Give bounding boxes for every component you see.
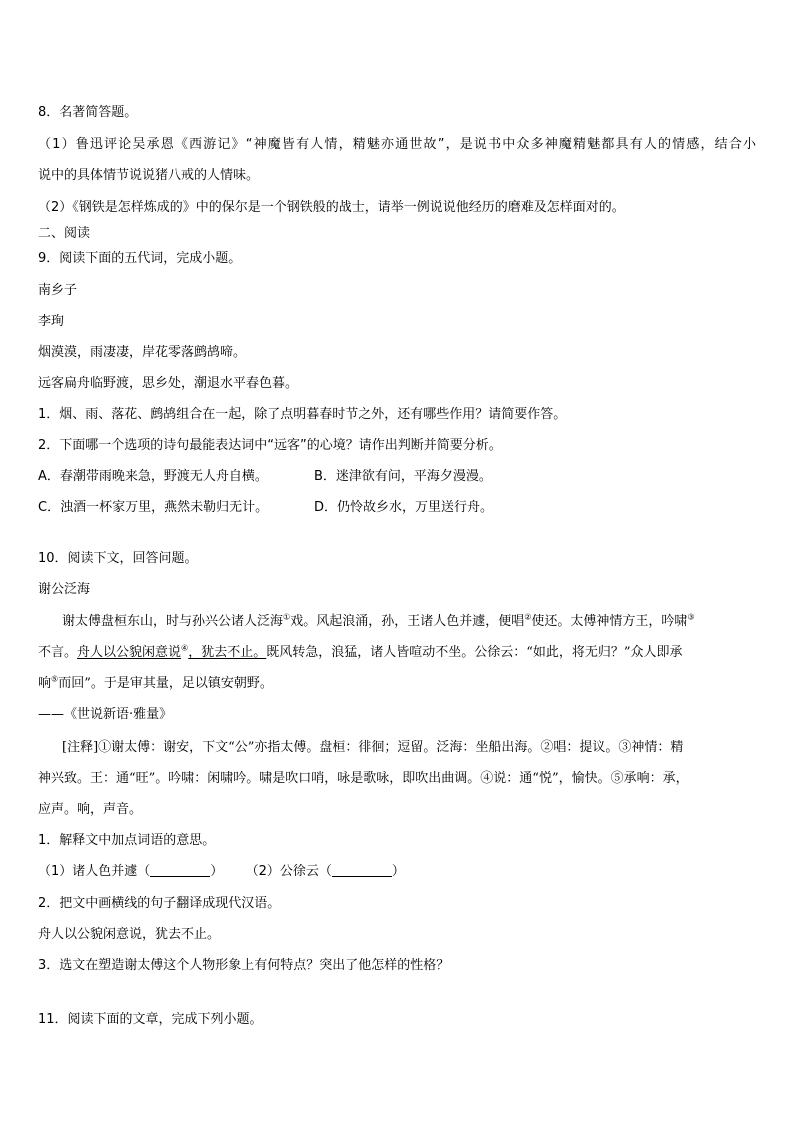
q9-sub-question-1: 1．烟、雨、落花、鹧鸪组合在一起，除了点明暮春时节之外，还有哪些作用？请简要作答。	[38, 407, 567, 422]
option-a: A．春潮带雨晚来急，野渡无人舟自横。	[38, 469, 268, 484]
poem-author: 李珣	[38, 314, 65, 329]
footnote-marker: ①	[283, 612, 291, 622]
passage-text: 戏。风起浪涌，孙，王诸人色并遽，便唱	[290, 614, 525, 629]
option-c: C．浊酒一杯家万里，燕然未勒归无计。	[38, 500, 269, 515]
poem-line-2: 远客扁舟临野渡，思乡处，潮退水平春色暮。	[38, 376, 299, 391]
passage-text: 而回”。于是审其量，足以镇安朝野。	[58, 676, 273, 691]
q11-title: 11．阅读下面的文章，完成下列小题。	[38, 1012, 263, 1027]
passage-text: 既风转急，浪猛，诸人皆喧动不坐。公徐云：“如此，将无归？”众人即承	[266, 645, 683, 660]
annotation-line-2: 神兴致。王：通“旺”。吟啸：闲啸吟。啸是吹口哨，咏是歌咏，即吹出曲调。④说：通“悦”，愉快。⑤承响：承，	[38, 771, 689, 786]
poem-line-1: 烟漠漠，雨凄凄，岸花零落鹧鸪啼。	[38, 345, 247, 360]
annotation-line-3: 应声。响，声音。	[38, 802, 143, 817]
answer-blank-2[interactable]	[332, 864, 392, 877]
q10-sub-question-1: 1．解释文中加点词语的意思。	[38, 833, 216, 848]
q10-title: 10．阅读下文，回答问题。	[38, 551, 198, 566]
passage-title: 谢公泛海	[38, 582, 91, 597]
footnote-marker: ⑤	[51, 674, 59, 684]
q10-sub-question-3: 3．选文在塑造谢太傅这个人物形象上有何特点？突出了他怎样的性格？	[38, 958, 450, 973]
footnote-marker: ③	[687, 612, 695, 622]
blank-close-1: ）	[210, 864, 224, 879]
passage-text: 响	[38, 676, 52, 691]
passage-text: 使还。太傅神情方王，吟啸	[531, 614, 688, 629]
q8-part2: （2）《钢铁是怎样炼成的》中的保尔是一个钢铁般的战士，请举一例说说他经历的磨难及怎样面对的。	[38, 200, 625, 215]
footnote-marker: ④	[181, 643, 189, 653]
q9-title: 9．阅读下面的五代词，完成小题。	[38, 251, 242, 266]
passage-text: 不言。	[38, 645, 78, 660]
footnote-marker: ②	[524, 612, 532, 622]
answer-blank-1[interactable]	[150, 864, 210, 877]
q8-part1-line1: （1）鲁迅评论吴承恩《西游记》“神魔皆有人情，精魅亦通世故”，是说书中众多神魔精魅都具有人的情感，结合小	[38, 137, 756, 152]
annotation-line-1: [注释]①谢太傅：谢安，下文“公”亦指太傅。盘桓：徘徊；逗留。泛海：坐船出海。②唱：提议。③神情：精	[62, 740, 684, 755]
passage-line-3	[38, 676, 756, 692]
underlined-sentence: ，犹去不止。	[188, 645, 267, 660]
q10-sentence-to-translate: 舟人以公貌闲意说，犹去不止。	[38, 927, 221, 942]
passage-text: 谢太傅盘桓东山，时与孙兴公诸人泛海	[62, 614, 284, 629]
q9-sub-question-2: 2．下面哪一个选项的诗句最能表达词中“远客”的心境？请作出判断并简要分析。	[38, 438, 502, 453]
underlined-sentence: 舟人以公貌闲意说	[77, 645, 182, 660]
q8-title: 8．名著简答题。	[38, 105, 138, 120]
blank-prompt-1: （1）诸人色并遽（	[38, 864, 151, 879]
blank-close-2: ）	[391, 864, 405, 879]
section-title-reading: 二、阅读	[38, 226, 91, 241]
blank-prompt-2: （2）公徐云（	[245, 864, 332, 879]
option-b: B．迷津欲有问，平海夕漫漫。	[314, 469, 492, 484]
passage-line-2	[38, 645, 756, 661]
passage-source: ——《世说新语·雅量》	[38, 707, 173, 722]
q10-sub-question-2: 2．把文中画横线的句子翻译成现代汉语。	[38, 896, 281, 911]
q10-blanks-row	[38, 864, 756, 880]
option-d: D．仍怜故乡水，万里送行舟。	[314, 500, 494, 515]
poem-title: 南乡子	[38, 283, 78, 298]
q8-part1-line2: 说中的具体情节说说猪八戒的人情味。	[38, 168, 260, 183]
passage-line-1	[62, 614, 756, 630]
